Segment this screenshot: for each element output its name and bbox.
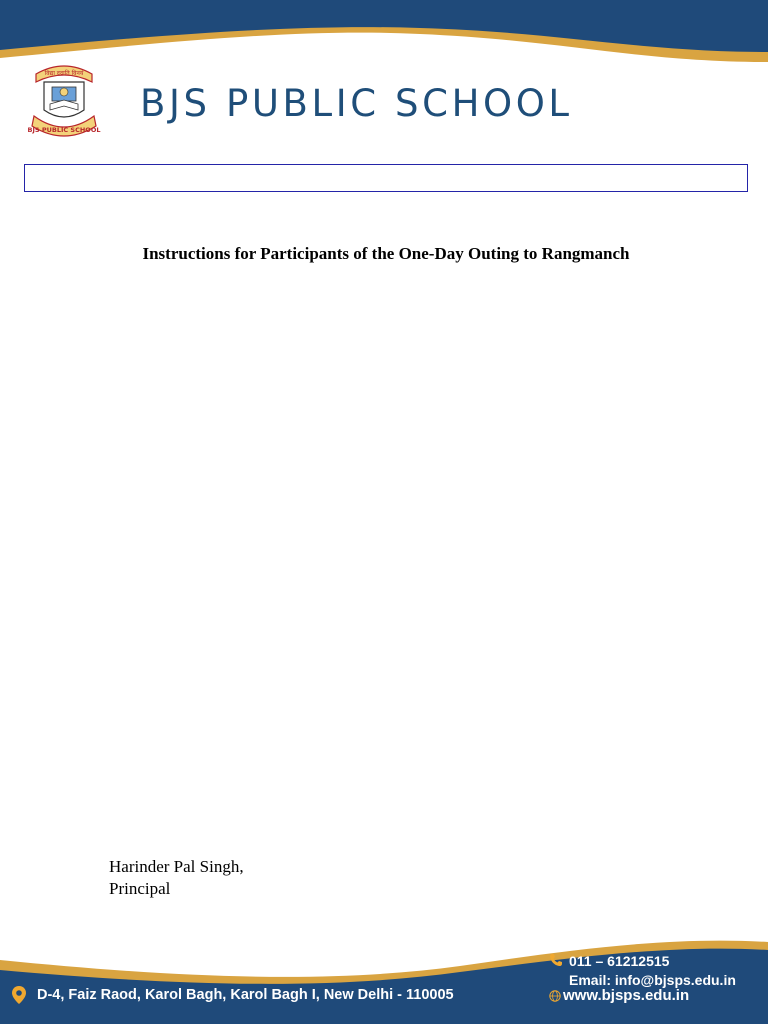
signatory-name: Harinder Pal Singh, — [109, 857, 244, 876]
footer-website: www.bjsps.edu.in — [563, 987, 690, 1004]
footer-address: D-4, Faiz Raod, Karol Bagh, Karol Bagh I, New Delhi - 110005 — [37, 987, 454, 1003]
empty-text-box — [24, 164, 748, 192]
school-name: BJS PUBLIC SCHOOL — [140, 82, 573, 125]
crest-ring-text: BJS PUBLIC SCHOOL — [27, 126, 101, 134]
signatory-designation: Principal — [109, 879, 171, 898]
school-crest-logo — [26, 60, 102, 142]
phone-icon — [549, 953, 563, 967]
location-pin-icon — [12, 986, 26, 1004]
globe-icon — [549, 990, 561, 1002]
document-title: Instructions for Participants of the One-Day Outing to Rangmanch — [142, 244, 630, 263]
crest-motto: विद्या ददाति विनयं — [44, 70, 84, 77]
footer-email: Email: info@bjsps.edu.in — [569, 972, 736, 988]
signature-block — [109, 856, 244, 900]
footer-phone: 011 – 61212515 — [569, 953, 670, 969]
header-banner — [0, 0, 768, 80]
